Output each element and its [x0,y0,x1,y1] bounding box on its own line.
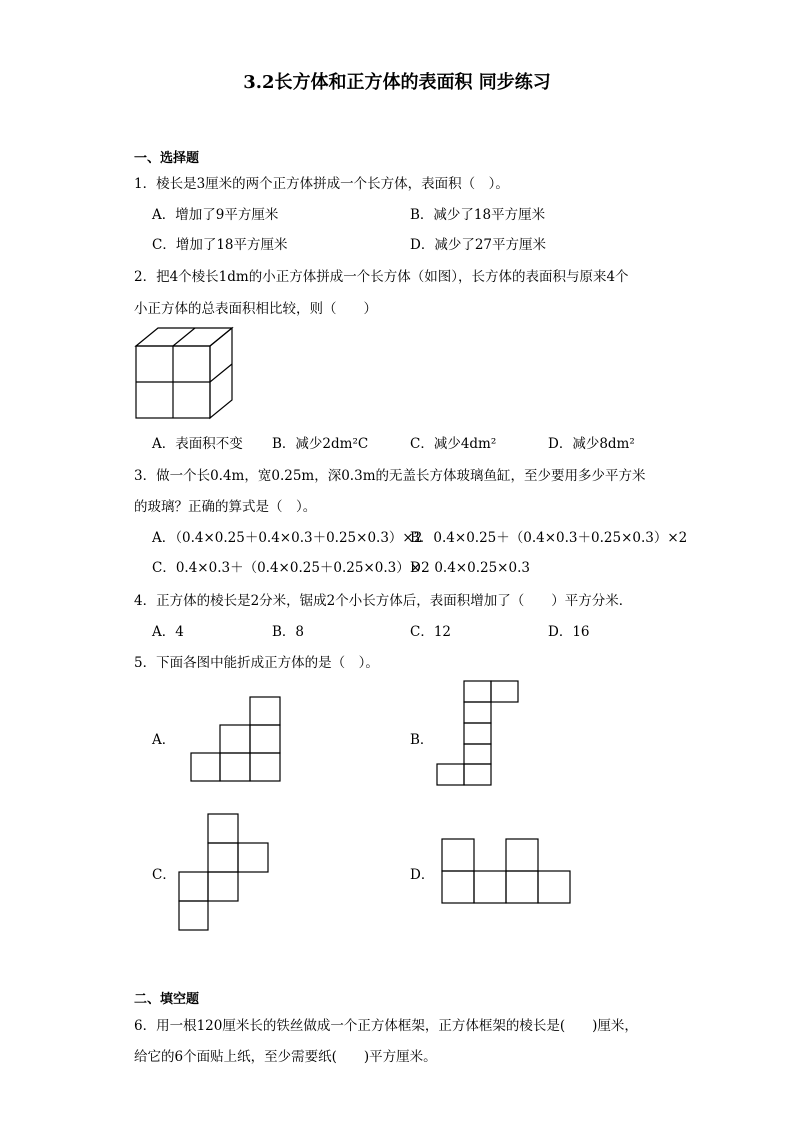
question-3-stem-line2: 的玻璃？正确的算式是（ ）。 [134,499,317,515]
q1-option-b: B．减少了18平方厘米 [410,207,546,223]
q5-label-c: C． [152,867,176,883]
question-6-line1: 6．用一根120厘米长的铁丝做成一个正方体框架，正方体框架的棱长是( )厘米， [134,1018,638,1034]
question-2-stem-line1: 2．把4个棱长1dm的小正方体拼成一个长方体（如图），长方体的表面积与原来4个 [134,269,629,285]
q2-option-c: C．减少4dm² [410,436,497,452]
q2-option-d: D．减少8dm² [548,436,635,452]
q4-option-b: B．8 [272,624,305,640]
q5-label-b: B． [410,732,434,748]
question-6-line2: 给它的6个面贴上纸，至少需要纸( )平方厘米。 [134,1049,437,1065]
question-5-stem: 5．下面各图中能折成正方体的是（ ）。 [134,655,379,671]
q5-label-d: D． [410,867,435,883]
q5-net-c [178,813,270,931]
question-4-stem: 4．正方体的棱长是2分米，锯成2个小长方体后，表面积增加了（ ）平方分米． [134,593,633,609]
page-title: 3.2长方体和正方体的表面积 同步练习 [243,72,551,93]
q1-option-d: D．减少了27平方厘米 [410,237,547,253]
q3-option-a: A．（0.4×0.25＋0.4×0.3＋0.25×0.3）×2 [152,530,423,546]
q4-option-a: A．4 [152,624,184,640]
section-heading-choice: 一、选择题 [134,151,200,166]
q4-option-d: D．16 [548,624,590,640]
q5-label-a: A． [152,732,176,748]
question-3-stem-line1: 3．做一个长0.4m，宽0.25m，深0.3m的无盖长方体玻璃鱼缸，至少要用多少平方米 [134,468,646,484]
q5-net-a [190,696,282,782]
q1-option-a: A．增加了9平方厘米 [152,207,279,223]
section-heading-fill: 二、填空题 [134,992,200,1007]
q2-option-b: B．减少2dm²C [272,436,369,452]
q3-option-d: D．0.4×0.25×0.3 [410,560,530,576]
q1-option-c: C．增加了18平方厘米 [152,237,288,253]
q4-option-c: C．12 [410,624,452,640]
q2-cuboid-figure [134,326,234,421]
q3-option-b: B．0.4×0.25＋（0.4×0.3＋0.25×0.3）×2 [410,530,688,546]
q5-net-d [441,838,573,904]
q3-option-c: C．0.4×0.3＋（0.4×0.25＋0.25×0.3）×2 [152,560,430,576]
question-2-stem-line2: 小正方体的总表面积相比较，则（ ） [134,301,377,317]
q5-net-b [436,680,520,786]
question-1-stem: 1．棱长是3厘米的两个正方体拼成一个长方体，表面积（ ）。 [134,176,509,192]
q2-option-a: A．表面积不变 [152,436,243,452]
